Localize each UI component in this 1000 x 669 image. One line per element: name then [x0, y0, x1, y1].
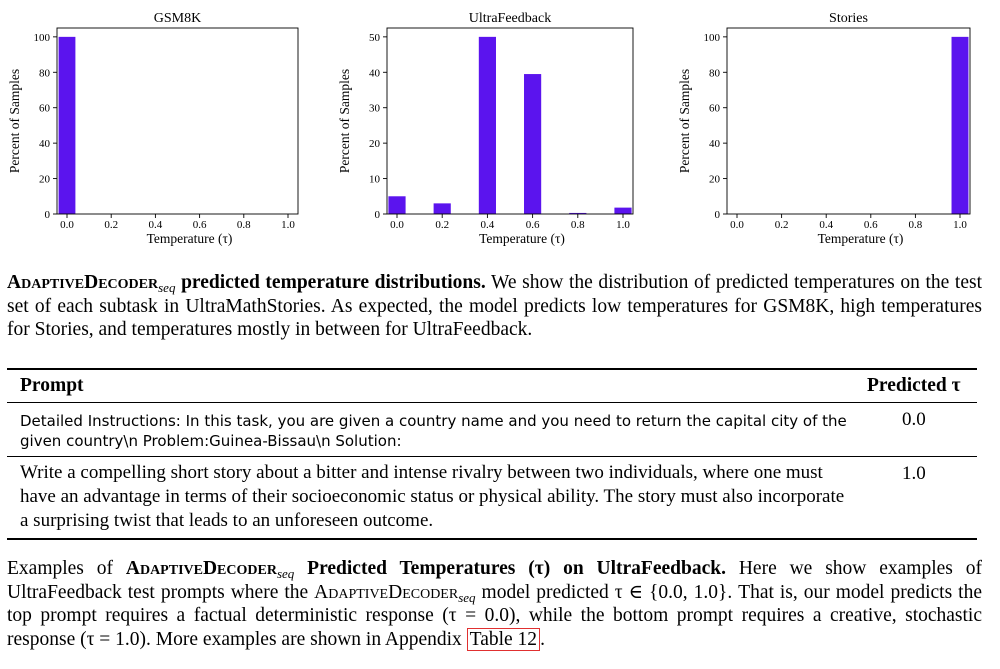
chart1-xtick-label: 0.8: [236, 219, 251, 231]
figure-charts: [0, 0, 1000, 260]
chart1-xtick-label: 0.6: [192, 219, 207, 231]
chart1-xtick-label: 0.2: [104, 219, 119, 231]
chart2-title: UltraFeedback: [468, 11, 552, 26]
chart1-xtick-label: 1.0: [281, 219, 295, 231]
chart1-ytick-label: 100: [33, 31, 50, 44]
chart3-xtick-label: 0.0: [730, 219, 744, 231]
chart3-ylabel: Percent of Samples: [677, 68, 692, 174]
chart2-ylabel: Percent of Samples: [337, 68, 352, 174]
chart3-ytick-label: 60: [709, 102, 720, 115]
chart2-ytick-label: 20: [369, 138, 380, 151]
chart2-bar-0.0: [388, 196, 405, 214]
chart2-xtick-label: 0.2: [435, 219, 450, 231]
chart3-bar-1.0: [952, 37, 969, 214]
chart2-xtick-label: 0.4: [480, 219, 495, 231]
table-caption: Examples of AdaptiveDecoder$_{seq}$ Predicted Temperatures (τ) on UltraFeedback. Here we show examples of UltraFeedback test prompts where the AdaptiveDecoder$_{seq}$ model predicted τ ∈ {0.0, 1.0}. That is, our model predicts the top prompt requires a factual deterministic response (τ = 0.0), while the bottom prompt requires a creative, stochastic response (τ = 1.0). More examples are shown in Appendix Table 12 .: [7, 558, 982, 650]
chart2-xtick-label: 1.0: [616, 219, 630, 231]
chart3-xtick-label: 0.2: [774, 219, 789, 231]
caption-bold: predicted temperature distributions.: [175, 272, 486, 293]
chart3-xlabel: Temperature (τ): [817, 231, 904, 246]
chart1-title: GSM8K: [153, 11, 202, 26]
chart3-ytick-label: 0: [714, 209, 720, 221]
table-row-rule: [7, 456, 977, 457]
chart3-xtick-label: 0.4: [819, 219, 834, 231]
chart1-ylabel: Percent of Samples: [7, 68, 22, 174]
table-row-1-tau: 0.0: [902, 409, 926, 430]
chart3-ytick-label: 80: [709, 67, 720, 80]
chart2-bar-1.0: [614, 208, 631, 214]
chart2-frame: [387, 28, 633, 214]
table-header-rule: [7, 402, 977, 403]
chart3-xtick-label: 0.8: [908, 219, 923, 231]
table-row-1-prompt: Detailed Instructions: In this task, you are given a country name and you need to return the capital city of the given country\n Problem:Guinea-Bissau\n Solution:: [20, 412, 847, 450]
table-top-rule: [7, 368, 977, 370]
chart2-xtick-label: 0.8: [570, 219, 585, 231]
chart1-ytick-label: 60: [39, 102, 50, 115]
table-header-prompt: Prompt: [20, 375, 84, 396]
chart1-xtick-label: 0.0: [60, 219, 74, 231]
chart2-xtick-label: 0.0: [390, 219, 404, 231]
chart1-ytick-label: 80: [39, 67, 50, 80]
table-bottom-rule: [7, 538, 977, 540]
chart2-bar-0.4: [479, 37, 496, 214]
chart2-xtick-label: 0.6: [525, 219, 540, 231]
table-header-predicted: Predicted τ: [867, 375, 961, 396]
chart1-frame: [57, 28, 298, 214]
chart2-ytick-label: 50: [369, 31, 380, 44]
chart1-bar-0.0: [59, 37, 76, 214]
chart3-ytick-label: 20: [709, 173, 720, 186]
figure-caption: AdaptiveDecoder$_{seq}$ predicted temperature distributions. We show the distribution of predicted temperatures on the test set of each subtask in UltraMathStories. As expected, the model predicts low temperatures for GSM8K, high temperatures for Stories, and temperatures mostly in between for UltraFeedback.: [7, 272, 982, 340]
chart2-bar-0.2: [434, 203, 451, 214]
chart2-ytick-label: 30: [369, 102, 380, 115]
chart1-ytick-label: 0: [44, 209, 50, 221]
chart1-xtick-label: 0.4: [148, 219, 163, 231]
chart1-ytick-label: 20: [39, 173, 50, 186]
caption-subscript: seq: [158, 280, 176, 295]
chart3-frame: [727, 28, 970, 214]
chart3-xtick-label: 0.6: [863, 219, 878, 231]
chart2-ytick-label: 40: [369, 67, 380, 80]
chart3-title: Stories: [829, 11, 868, 26]
chart1-xlabel: Temperature (τ): [146, 231, 233, 246]
table-row-2-prompt: Write a compelling short story about a bitter and intense rivalry between two individuals, where one must have an advantage in terms of their socioeconomic status or physical ability. The story must also incorporate a surprising twist that leads to an unforeseen outcome.: [20, 462, 845, 531]
chart3-xtick-label: 1.0: [953, 219, 967, 231]
table-row-2-tau: 1.0: [902, 463, 926, 484]
table-12-link[interactable]: Table 12: [467, 628, 540, 651]
chart2-ytick-label: 0: [374, 209, 380, 221]
chart3-ytick-label: 40: [709, 138, 720, 151]
chart2-bar-0.6: [524, 74, 541, 214]
chart3-ytick-label: 100: [703, 31, 720, 44]
chart2-xlabel: Temperature (τ): [479, 231, 565, 246]
chart2-ytick-label: 10: [369, 173, 380, 186]
caption-body: We show the distribution of predicted temperatures on the test set of each subtask in UltraMathStories. As expected, the model predicts low temperatures for GSM8K, high temperatures for Stories, and temperatures mostly in between for UltraFeedback.: [7, 272, 982, 340]
chart1-ytick-label: 40: [39, 138, 50, 151]
